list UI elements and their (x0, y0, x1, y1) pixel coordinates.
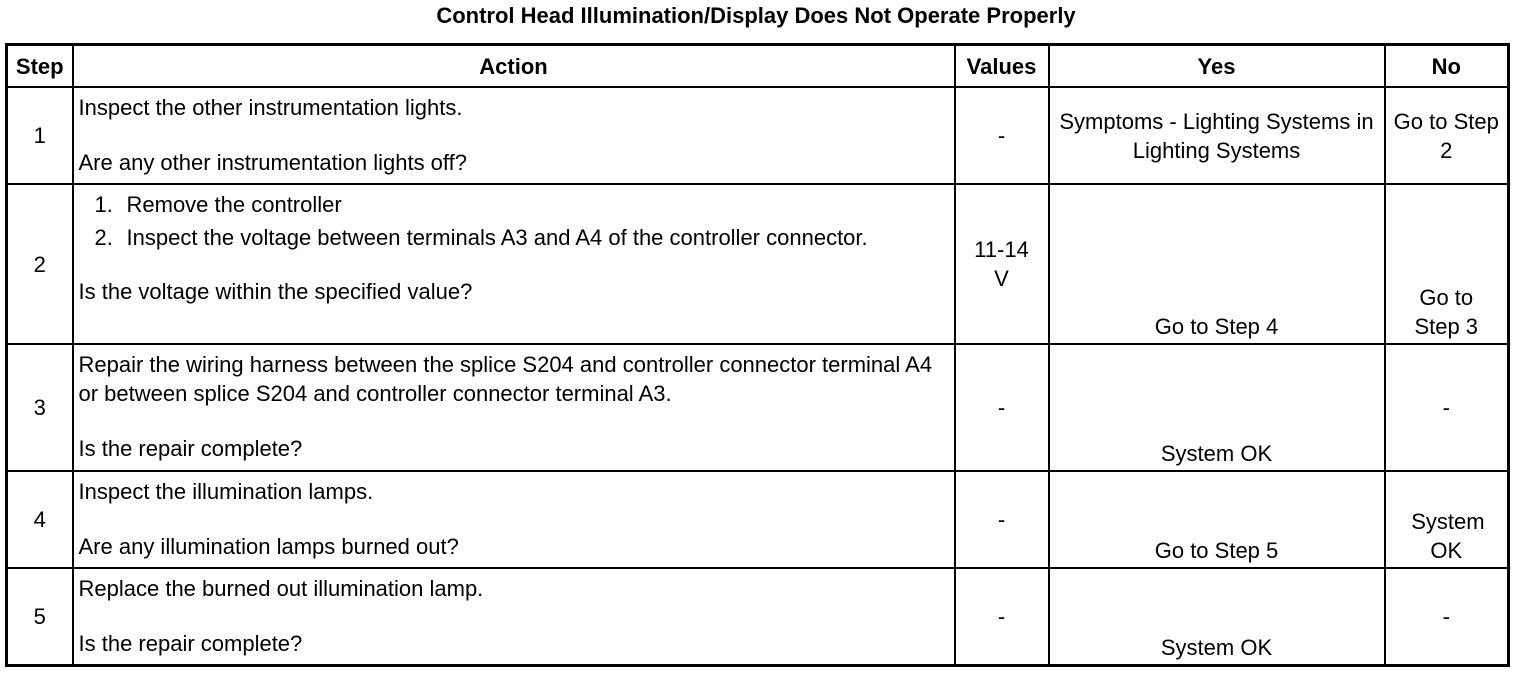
values-cell: - (955, 344, 1049, 471)
action-cell (73, 184, 955, 344)
action-cell (73, 471, 955, 568)
substep-item (95, 190, 949, 219)
values-cell: - (955, 471, 1049, 568)
header-no: No (1385, 45, 1509, 88)
action-text: Inspect the illumination lamps. (78, 479, 374, 504)
action-question: Is the voltage within the specified value? (78, 279, 473, 304)
substep-item (95, 223, 949, 252)
substep-list (79, 190, 949, 252)
no-cell (1385, 184, 1509, 344)
table-row (7, 568, 1509, 665)
table-row (7, 87, 1509, 184)
action-text: Inspect the other instrumentation lights. (78, 95, 463, 120)
no-text: Go to Step 3 (1414, 285, 1479, 339)
action-cell (73, 568, 955, 665)
table-row (7, 184, 1509, 344)
yes-cell: System OK (1049, 344, 1385, 471)
action-question: Are any other instrumentation lights off? (78, 150, 467, 175)
no-cell (1385, 471, 1509, 568)
page-title: Control Head Illumination/Display Does Not Operate Properly (436, 3, 1076, 28)
values-cell: - (955, 87, 1049, 184)
diagnostic-table (5, 43, 1510, 667)
step-number: 4 (7, 471, 73, 568)
substep-number: 1. (94, 192, 113, 217)
no-cell: - (1385, 344, 1509, 471)
step-number: 1 (7, 87, 73, 184)
action-text: Repair the wiring harness between the splice S204 and controller connector terminal A4 or between splice S204 and controller connector terminal A3. (78, 352, 933, 406)
substep-text: Inspect the voltage between terminals A3 and A4 of the controller connector. (126, 225, 868, 250)
no-text: System OK (1411, 509, 1485, 563)
header-action: Action (73, 45, 955, 88)
table-row (7, 344, 1509, 471)
yes-cell: Go to Step 5 (1049, 471, 1385, 568)
action-question: Are any illumination lamps burned out? (78, 534, 459, 559)
action-cell (73, 87, 955, 184)
step-number: 3 (7, 344, 73, 471)
header-yes: Yes (1049, 45, 1385, 88)
yes-cell: Symptoms - Lighting Systems in Lighting Systems (1049, 87, 1385, 184)
values-cell: - (955, 568, 1049, 665)
yes-cell: Go to Step 4 (1049, 184, 1385, 344)
yes-cell: System OK (1049, 568, 1385, 665)
substep-text: Remove the controller (126, 192, 342, 217)
header-row (7, 45, 1509, 88)
step-number: 2 (7, 184, 73, 344)
action-text: Replace the burned out illumination lamp. (78, 576, 484, 601)
step-number: 5 (7, 568, 73, 665)
substep-number: 2. (94, 225, 113, 250)
action-question: Is the repair complete? (78, 631, 303, 656)
header-values: Values (955, 45, 1049, 88)
values-text: 11-14 V (974, 237, 1029, 291)
action-cell (73, 344, 955, 471)
table-row (7, 471, 1509, 568)
no-cell: - (1385, 568, 1509, 665)
action-question: Is the repair complete? (78, 436, 303, 461)
header-step: Step (7, 45, 73, 88)
values-cell (955, 184, 1049, 344)
no-cell: Go to Step 2 (1385, 87, 1509, 184)
